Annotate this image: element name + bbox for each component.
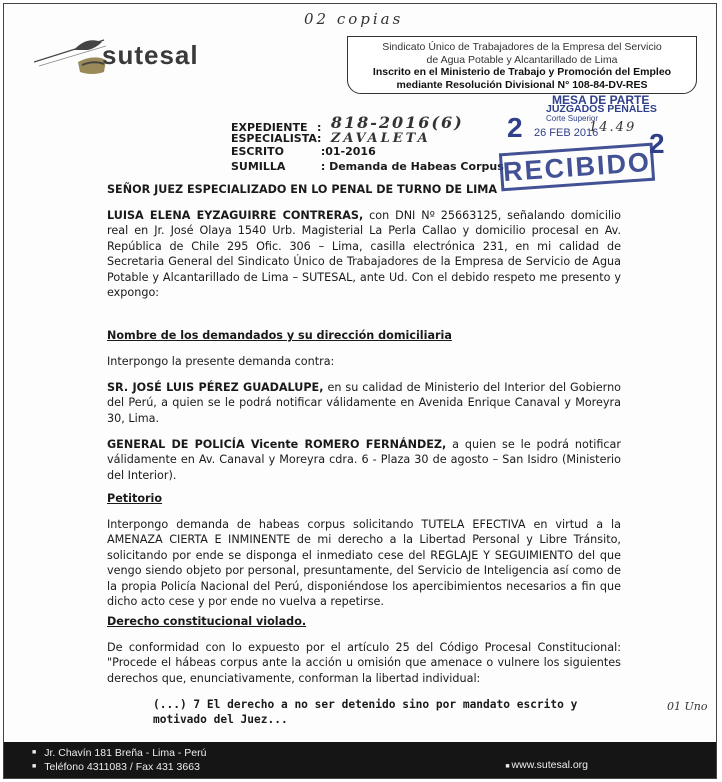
defendant-1-name: SR. JOSÉ LUIS PÉREZ GUADALUPE, [107, 381, 324, 394]
especialista-label: ESPECIALISTA [231, 131, 317, 145]
footer-bar [4, 742, 716, 778]
right-violated-paragraph: De conformidad con lo expuesto por el artículo 25 del Código Procesal Constitucional: "Procede el hábeas corpus ante la acción u omisión que amenace o vulnere los siguientes derechos que, enunciativamente, conforman la libertad individual: [107, 641, 621, 685]
especialista-value: ZAVALETA [330, 130, 431, 146]
footer-address: ■ Jr. Chavín 181 Breña - Lima - Perú [32, 746, 206, 760]
intro-text: con DNI Nº 25663125, señalando domicilio real en Jr. José Olaya 1540 Urb. Magisterial La Perla Callao y domicilio procesal en Av. República de Chile 295 Ofic. 306 – Lima, casilla electrónica 231, en mi calidad de Secretaria General del Sindicato Único de Trabajadores de la Empresa de Servicio de Agua Potable y Alcantarillado de Lima – SUTESAL, ante Ud. Con el debido respeto me presento y expongo: [107, 209, 622, 300]
defendant-1-text: en su calidad de Ministerio del Interior del Gobierno del Perú, a quien se le podrá notificar válidamente en Avenida Enrique Canaval y Moreyra 30, Lima. [107, 381, 622, 425]
section-defendants-heading: Nombre de los demandados y su dirección domiciliaria [107, 329, 452, 342]
handwritten-copies-note: 02 copias [304, 10, 404, 28]
defendants-intro: Interpongo la presente demanda contra: [107, 355, 335, 368]
plaintiff-name: LUISA ELENA EYZAGUIRRE CONTRERAS, [107, 209, 364, 222]
stamp-recibido: RECIBIDO [499, 143, 655, 192]
page-signature: 01 Uno [667, 700, 708, 713]
petitorio-paragraph: Interpongo demanda de habeas corpus solicitando TUTELA EFECTIVA en virtud a la AMENAZA CIERTA E INMINENTE de mi derecho a la Libertad Personal y Libre Tránsito, solicitando por ende se disponga el inmediato cese del REGLAJE Y SEGUIMIENTO del que vengo siendo objeto por personal, presuntamente, del Servicio de Inteligencia así como de la propia Policía Nacional del Perú, disponiéndose los apercibimientos necesarios a fin que dicho acto cese y por ende no vuelva a repetirse. [107, 518, 621, 609]
org-line-1: Sindicato Único de Trabajadores de la Empresa del Servicio [382, 41, 662, 53]
escrito-value: :01-2016 [320, 145, 376, 158]
organization-header-box [347, 36, 697, 94]
escrito-label: ESCRITO [231, 145, 284, 158]
stamp-hand-time: 14.49 [589, 120, 637, 135]
expediente-value: 818-2016(6) [330, 113, 464, 132]
legal-quote: (...) 7 El derecho a no ser detenido sino por mandato escrito y motivado del Juez... [153, 698, 578, 727]
org-line-3: Inscrito en el Ministerio de Trabajo y Promoción del Empleo [372, 66, 672, 78]
org-line-2: de Agua Potable y Alcantarillado de Lima [426, 53, 618, 66]
stamp-mesa: MESA DE PARTE [552, 93, 650, 107]
case-metadata: EXPEDIENTE : 818-2016(6) ESPECIALISTA: ZAVALETA ESCRITO :01-2016 SUMILLA : Demanda de Habeas Corpus [231, 113, 504, 173]
sumilla-label: SUMILLA [231, 159, 286, 173]
section-right-violated-heading: Derecho constitucional violado. [107, 615, 307, 628]
stamp-date: 26 FEB 2016 [534, 127, 599, 139]
footer-phone: ■ Teléfono 4311083 / Fax 431 3663 [32, 760, 206, 774]
defendant-2-name: GENERAL DE POLICÍA Vicente ROMERO FERNÁNDEZ, [107, 438, 447, 451]
section-petitorio-heading: Petitorio [107, 492, 163, 505]
intro-paragraph [107, 208, 621, 300]
stamp-corte: Corte Superior [546, 114, 599, 123]
document-page [3, 3, 717, 779]
defendant-2 [107, 437, 621, 483]
sumilla-value: : Demanda de Habeas Corpus [320, 159, 504, 173]
stamp-number-right: 2 [649, 128, 665, 159]
org-line-4: mediante Resolución Divisional N° 108-84-DV-RES [396, 78, 648, 91]
defendant-1 [107, 380, 621, 426]
defendant-2-text: a quien se le podrá notificar válidamente en Av. Canaval y Moreyra cdra. 6 - Plaza 30 de agosto – San Isidro (Ministerio del Interior). [107, 438, 621, 482]
brand-name: sutesal [102, 40, 199, 70]
addressee: SEÑOR JUEZ ESPECIALIZADO EN LO PENAL DE TURNO DE LIMA [107, 183, 498, 196]
footer-website: ■ www.sutesal.org [505, 759, 588, 771]
stamp-number-left: 2 [507, 112, 523, 143]
stamp-juzgados: JUZGADOS PENALES [546, 103, 657, 115]
expediente-label: EXPEDIENTE [231, 121, 308, 134]
